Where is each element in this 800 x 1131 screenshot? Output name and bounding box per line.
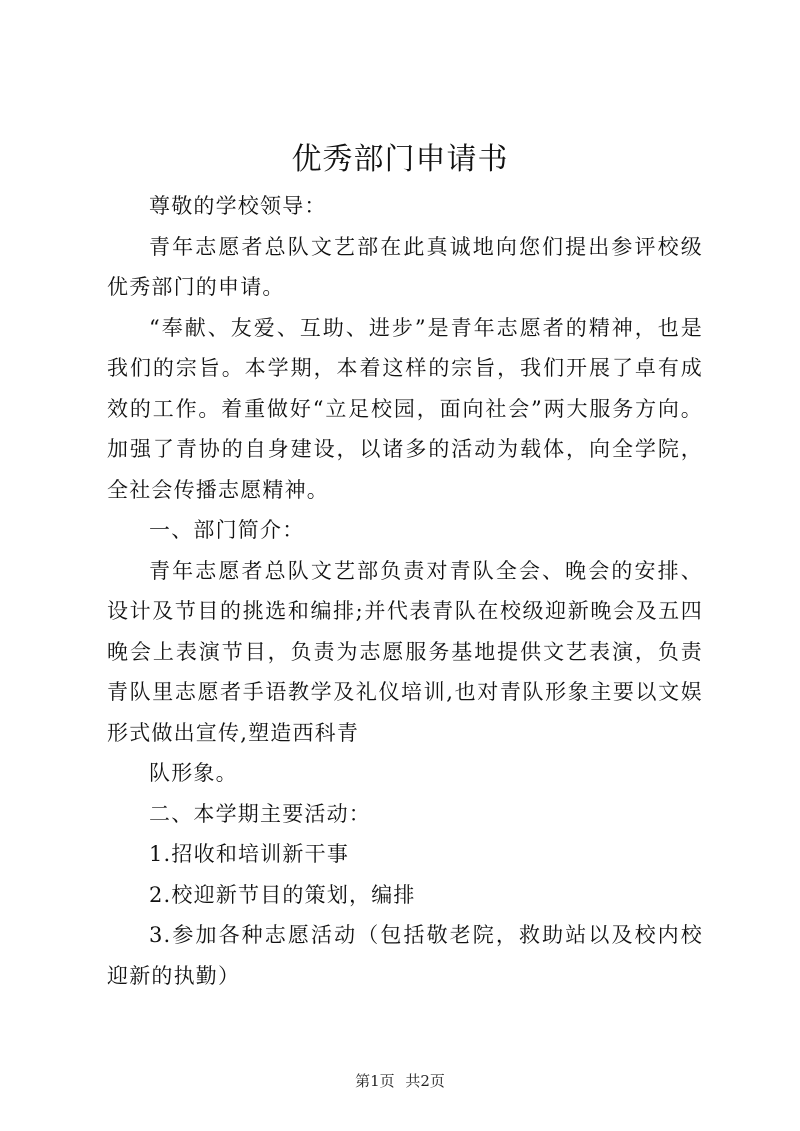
- page-number: 第1页: [355, 1072, 395, 1090]
- page-footer: [0, 1071, 800, 1091]
- page-total: 共2页: [405, 1072, 445, 1090]
- paragraph-intro: 青年志愿者总队文艺部在此真诚地向您们提出参评校级优秀部门的申请。: [107, 234, 703, 299]
- activity-item-2: 2.校迎新节目的策划，编排: [149, 882, 416, 907]
- salutation: 尊敬的学校领导：: [149, 194, 327, 218]
- paragraph-overview: 青年志愿者总队文艺部负责对青队全会、晚会的安排、设计及节目的挑选和编排;并代表青队在校级迎新晚会及五四晚会上表演节目，负责为志愿服务基地提供文艺表演，负责青队里志愿者手语教学及礼仪培训,也对青队形象主要以文娱形式做出宣传,塑造西科青: [107, 558, 703, 745]
- section-heading-overview: 一、部门简介：: [149, 518, 305, 542]
- activity-item-1: 1.招收和培训新干事: [149, 842, 350, 866]
- activity-item-3: 3.参加各种志愿活动（包括敬老院，救助站以及校内校迎新的执勤）: [107, 923, 703, 988]
- document-body: [107, 186, 703, 996]
- paragraph-spirit: “奉献、友爱、互助、进步”是青年志愿者的精神，也是我们的宗旨。本学期，本着这样的宗旨，我们开展了卓有成效的工作。着重做好“立足校园，面向社会”两大服务方向。加强了青协的自身建设，以诸多的活动为载体，向全学院，全社会传播志愿精神。: [107, 315, 703, 502]
- section-heading-activities: 二、本学期主要活动：: [149, 801, 371, 826]
- paragraph-overview-continued: 队形象。: [149, 761, 238, 785]
- document-title: 优秀部门申请书: [291, 142, 509, 177]
